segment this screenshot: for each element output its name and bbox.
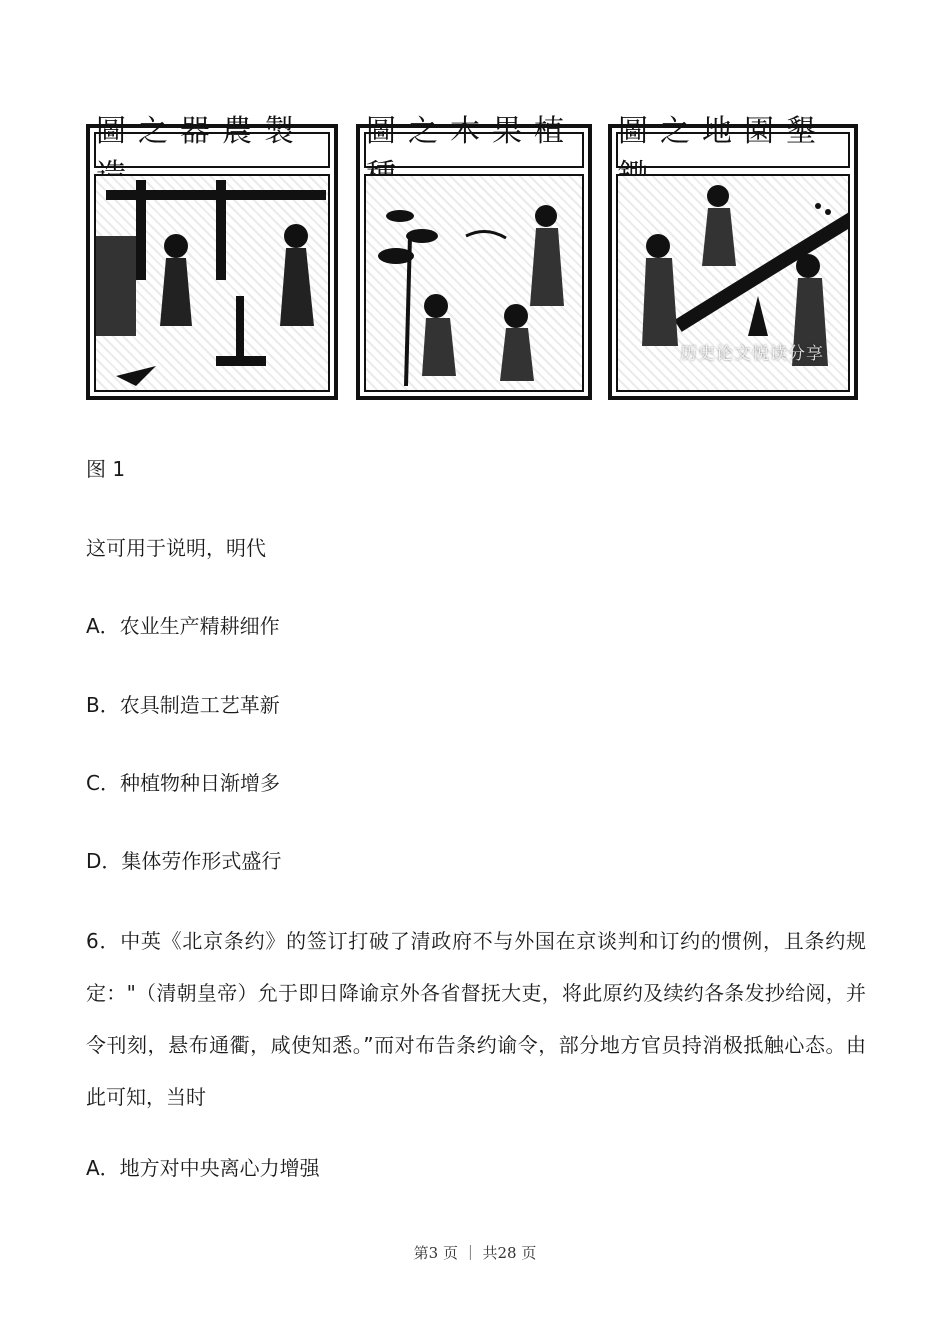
tool-making-scene-image (96, 176, 330, 392)
watermark-text: 历史论文悦读分享 (680, 344, 824, 364)
question-5-option-a: A．农业生产精耕细作 (86, 614, 280, 638)
question-6-option-a: A．地方对中央离心力增强 (86, 1156, 320, 1180)
question-5-stem: 这可用于说明，明代 (86, 536, 266, 560)
panel-2-illustration (364, 174, 584, 392)
question-5-option-d: D．集体劳作形式盛行 (86, 849, 282, 873)
panel-3-illustration (616, 174, 850, 392)
question-5-option-b: B．农具制造工艺革新 (86, 693, 280, 717)
figure-caption: 图 1 (86, 457, 126, 481)
page-footer: 第3 页 ｜ 共28 页 (413, 1244, 537, 1262)
panel-1-title: 圖之器農製 (94, 132, 330, 168)
question-6-stem: 6．中英《北京条约》的签订打破了清政府不与外国在京谈判和订约的惯例，且条约规定："（清朝皇帝）允于即日降谕京外各省督抚大吏，将此原约及续约各条发抄给阅，并令刊刻，悬布通衢，咸使知悉。”而对布告条约谕令，部分地方官员持消极抵触心态。由此可知，当时 (86, 929, 866, 1109)
woodcut-panel-3 (608, 114, 858, 400)
woodcut-figure (86, 114, 858, 404)
panel-2-title: 圖之木果植 (364, 132, 584, 168)
question-5-option-c: C．种植物种日渐增多 (86, 771, 280, 795)
panel-1-illustration (94, 174, 330, 392)
fruit-tree-planting-scene-image (366, 176, 584, 392)
woodcut-panel-2 (356, 114, 592, 400)
panel-3-title: 圖之地園墾 (616, 132, 850, 168)
woodcut-panel-1 (86, 114, 338, 400)
